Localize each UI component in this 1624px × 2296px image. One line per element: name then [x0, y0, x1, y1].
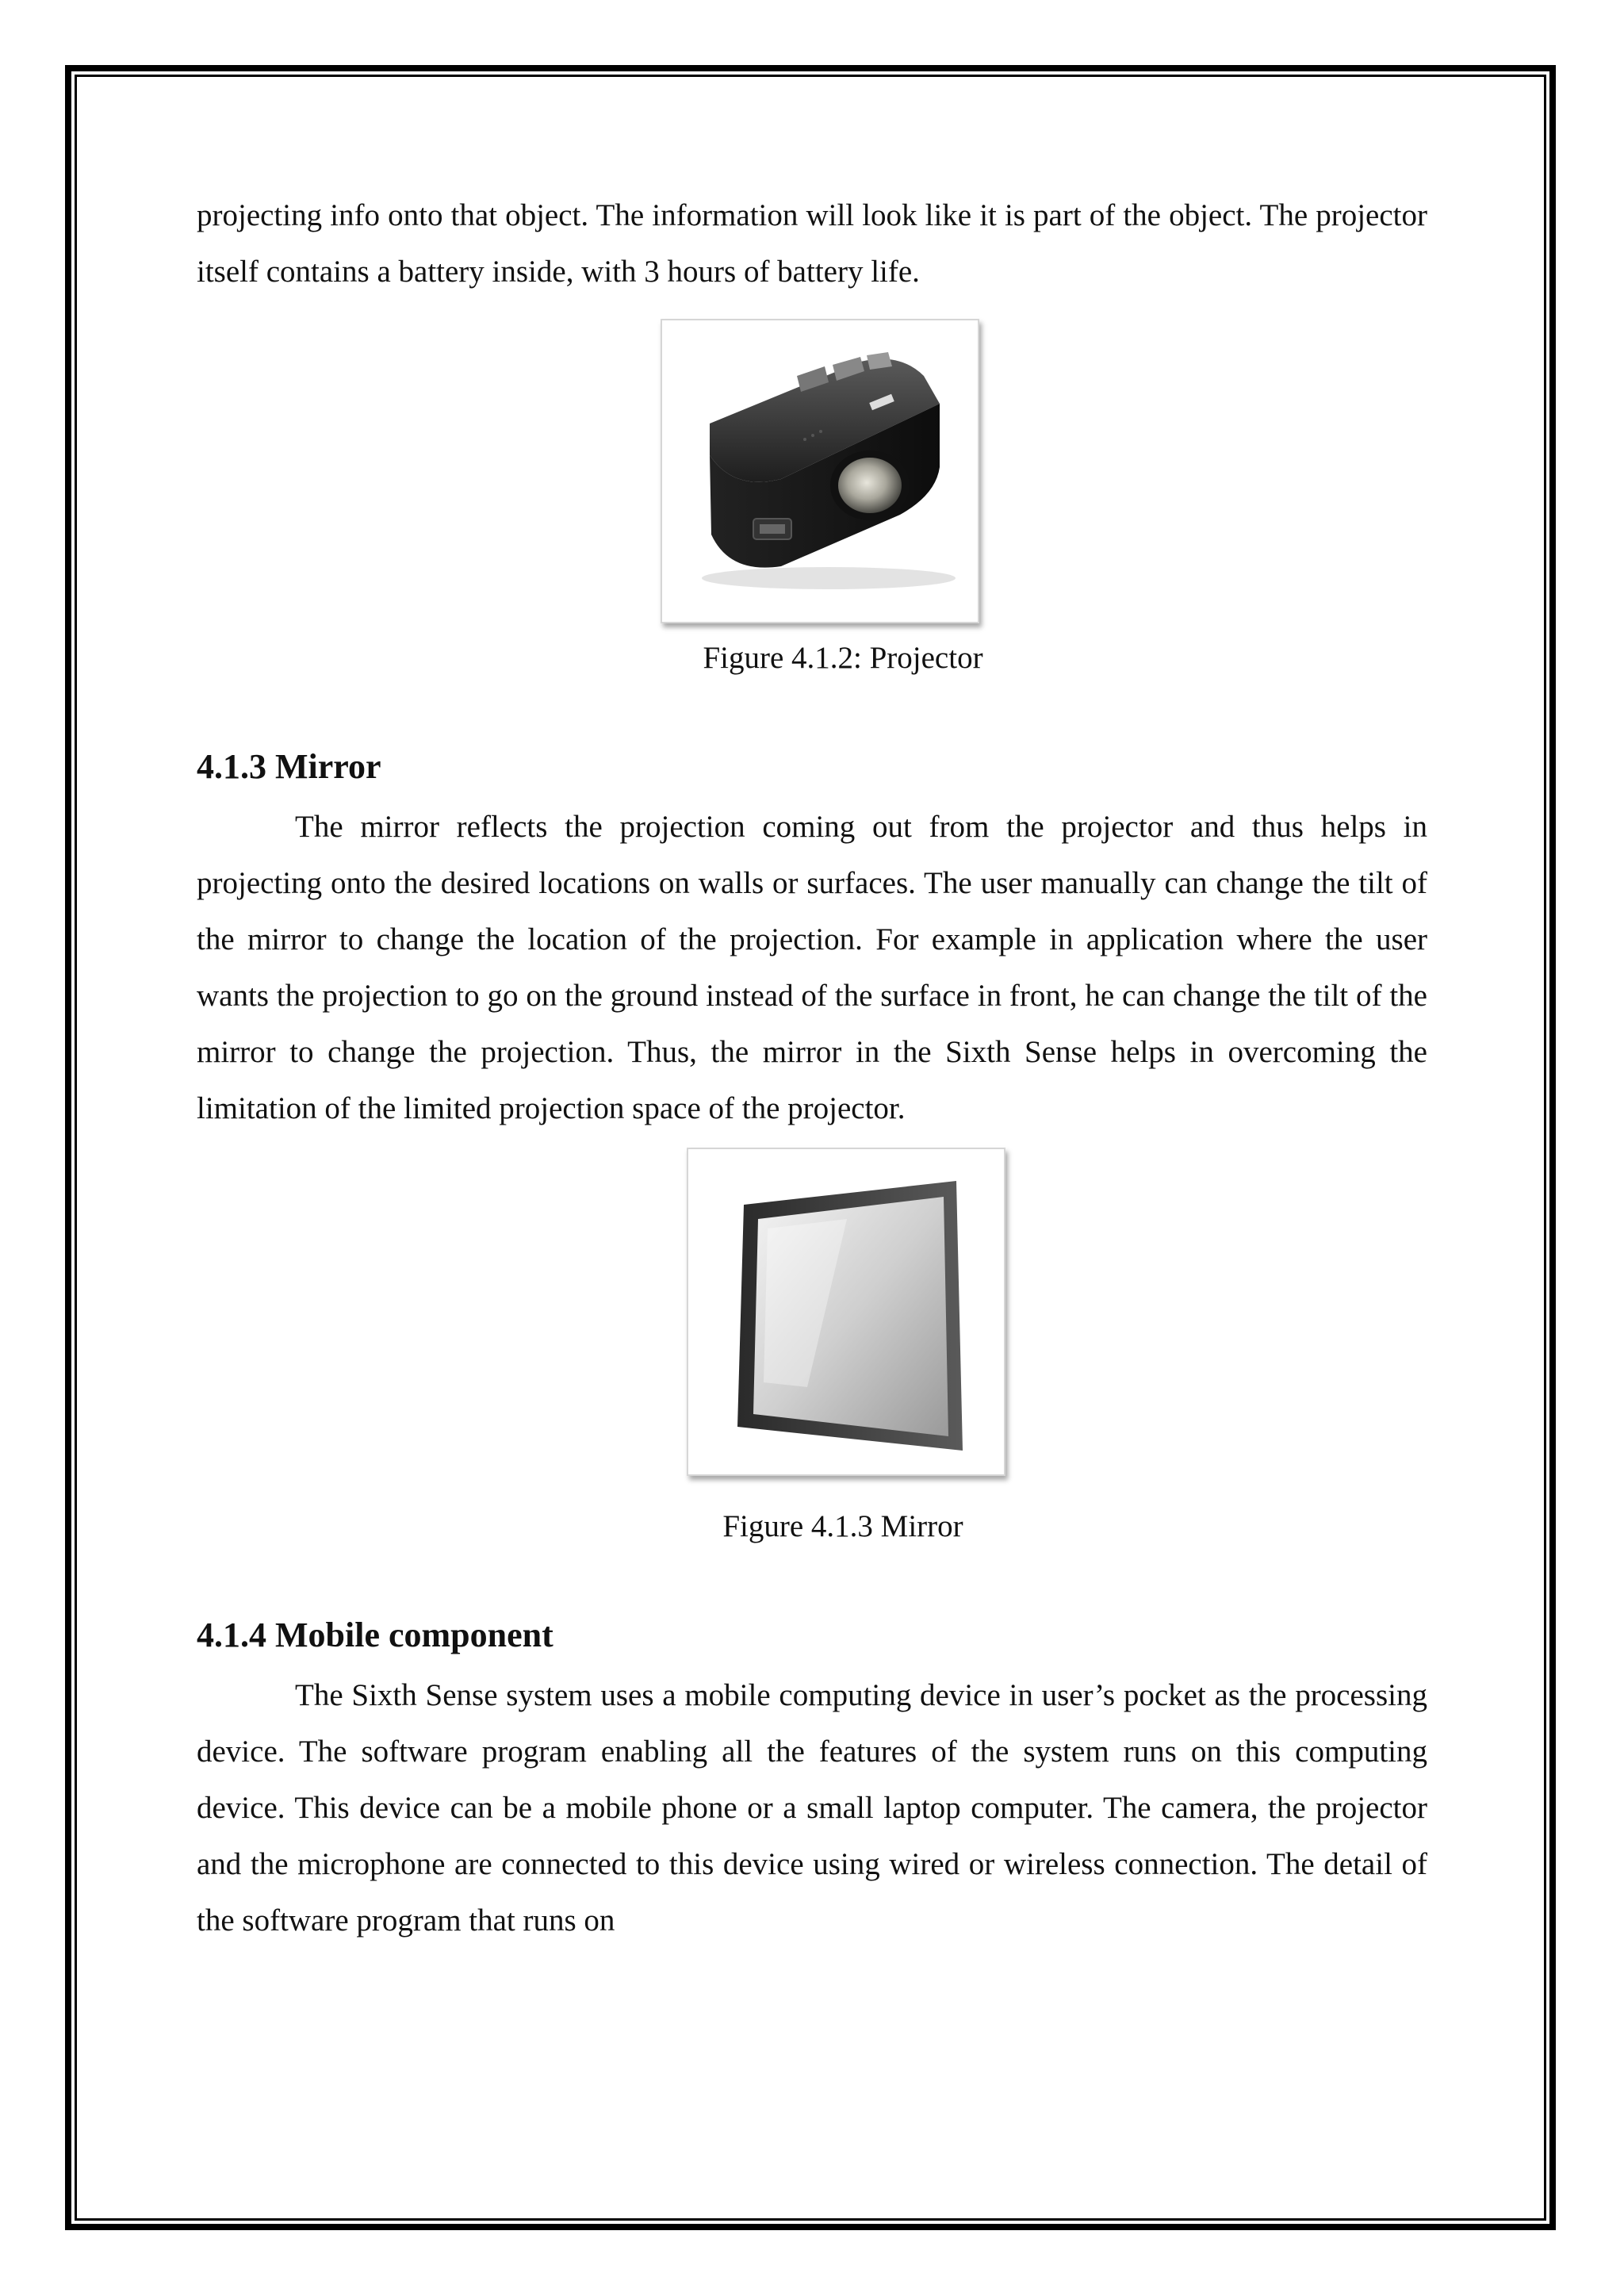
paragraph-mobile: The Sixth Sense system uses a mobile computing device in user’s pocket as the processing device. The software program enabling all the features of the system runs on this computing device. This device can be a mobile phone or a small laptop computer. The camera, the projector and the microphone are connected to this device using wired or wireless connection. The detail of the software program that runs on: [197, 1678, 1427, 1938]
paragraph-mirror: The mirror reflects the projection coming out from the projector and thus helps in projecting onto the desired locations on walls or surfaces. The user manually can change the tilt of the mirror to change the location of the projection. For example in application where the user wants the projection to go on the ground instead of the surface in front, he can change the tilt of the mirror to change the projection. Thus, the mirror in the Sixth Sense helps in overcoming the limitation of the limited projection space of the projector.: [197, 810, 1427, 1125]
heading-mobile: 4.1.4 Mobile component: [197, 1616, 553, 1654]
mirror-photo-icon: [688, 1149, 1004, 1474]
caption-mirror: Figure 4.1.3 Mirror: [722, 1509, 963, 1543]
figure-projector: [197, 319, 1427, 626]
paragraph-intro: projecting info onto that object. The information will look like it is part of the object. The projector itself contains a battery inside, with 3 hours of battery life.: [197, 198, 1427, 289]
page-content: [197, 187, 1427, 1949]
projector-photo-icon: [662, 320, 978, 622]
mirror-image: [687, 1148, 1005, 1476]
figure-mirror: [197, 1148, 1427, 1478]
heading-mirror: 4.1.3 Mirror: [197, 747, 381, 786]
caption-projector: Figure 4.1.2: Projector: [703, 641, 983, 675]
projector-image: [661, 319, 979, 623]
